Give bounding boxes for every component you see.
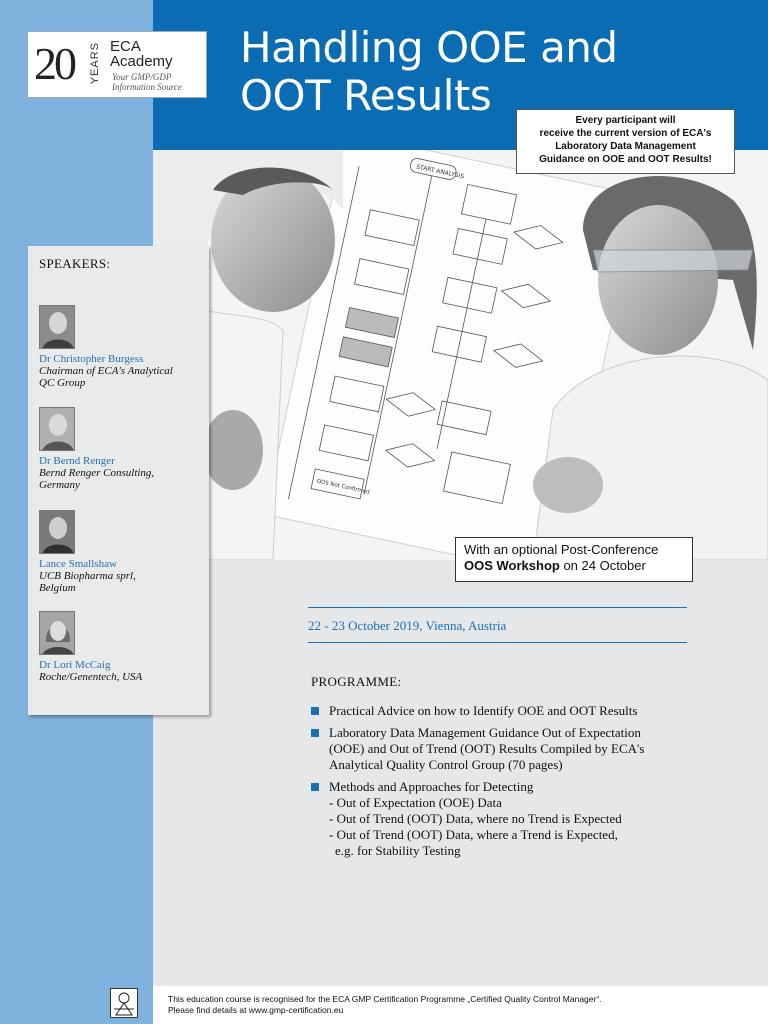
speaker-name: Dr Lori McCaig [39, 659, 111, 671]
speakers-panel [28, 246, 209, 715]
workshop-callout-line-1: With an optional Post-Conference [464, 542, 659, 557]
logo-eca: ECA [110, 38, 141, 55]
footer-line-1: This education course is recognised for the ECA GMP Certification Programme „Certified Quality Control Manager“. [168, 994, 602, 1004]
programme-item-line: - Out of Trend (OOT) Data, where a Trend is Expected, [329, 827, 618, 842]
speaker-name: Dr Christopher Burgess [39, 353, 144, 365]
speaker-affiliation: Bernd Renger Consulting, [39, 467, 155, 479]
programme-list [311, 703, 711, 865]
speaker-card [39, 407, 204, 491]
bullet-square-icon [311, 707, 319, 715]
logo-tagline: Your GMP/GDP Information Source [112, 72, 182, 92]
guidance-callout [516, 109, 735, 174]
bullet-square-icon [311, 729, 319, 737]
guidance-callout-line-2: receive the current version of ECA's [539, 128, 712, 139]
logo-years-label: YEARS [89, 42, 101, 85]
programme-item [311, 703, 711, 719]
programme-item-line: - Out of Expectation (OOE) Data [329, 795, 502, 810]
speaker-photo [39, 407, 75, 451]
guidance-callout-line-1: Every participant will [575, 115, 676, 126]
logo-academy: Academy [110, 53, 173, 70]
flowchart-end-label: OOS Not Confirmed [316, 478, 370, 496]
programme-item-line: Practical Advice on how to Identify OOE and OOT Results [329, 703, 638, 718]
speaker-card [39, 510, 204, 594]
programme-item [311, 779, 711, 859]
speakers-heading: SPEAKERS: [39, 256, 111, 271]
programme-item-line: Analytical Quality Control Group (70 pages) [329, 757, 563, 772]
speaker-card [39, 305, 204, 389]
date-rule-top [308, 607, 687, 608]
flowchart-photo-illustration [153, 150, 768, 560]
speaker-affiliation-2: Belgium [39, 582, 76, 594]
page-title [240, 24, 660, 120]
speaker-photo [39, 305, 75, 349]
programme-item-line: - Out of Trend (OOT) Data, where no Trend is Expected [329, 811, 622, 826]
speaker-affiliation-2: QC Group [39, 377, 86, 389]
programme-heading: PROGRAMME: [311, 674, 402, 689]
workshop-callout [455, 537, 693, 582]
programme-item-line: (OOE) and Out of Trend (OOT) Results Compiled by ECA's [329, 741, 645, 756]
programme-item-line: e.g. for Stability Testing [335, 843, 461, 858]
programme-item [311, 725, 711, 773]
flowchart-start-label: START ANALYSIS [415, 163, 465, 181]
speaker-affiliation: Chairman of ECA's Analytical [39, 365, 173, 377]
guidance-callout-line-3: Laboratory Data Management [555, 141, 696, 152]
title-line-1: Handling OOE and [240, 23, 618, 72]
programme-item-line: Methods and Approaches for Detecting [329, 779, 534, 794]
footer-certification-note [168, 994, 758, 1016]
speaker-name: Dr Bernd Renger [39, 455, 115, 467]
workshop-callout-line-2 [464, 558, 692, 574]
workshop-name: OOS Workshop [464, 558, 560, 573]
logo-anniversary-number: 20 [34, 38, 74, 89]
bullet-square-icon [311, 783, 319, 791]
speaker-affiliation: Roche/Genentech, USA [39, 671, 143, 683]
speaker-affiliation: UCB Biopharma sprl, [39, 570, 136, 582]
date-rule-bottom [308, 642, 687, 643]
certification-seal-icon [110, 988, 138, 1018]
title-line-2: OOT Results [240, 71, 492, 120]
workshop-date: on 24 October [559, 558, 646, 573]
speaker-card [39, 611, 204, 683]
programme-item-line: Laboratory Data Management Guidance Out of Expectation [329, 725, 641, 740]
footer-line-2: Please find details at www.gmp-certification.eu [168, 1005, 344, 1015]
speaker-photo [39, 510, 75, 554]
event-date: 22 - 23 October 2019, Vienna, Austria [308, 618, 507, 633]
guidance-callout-line-4: Guidance on OOE and OOT Results! [539, 154, 712, 165]
speaker-photo [39, 611, 75, 655]
hero-photo [153, 150, 768, 560]
eca-academy-logo [27, 31, 207, 98]
speaker-name: Lance Smallshaw [39, 558, 117, 570]
speaker-affiliation-2: Germany [39, 479, 80, 491]
